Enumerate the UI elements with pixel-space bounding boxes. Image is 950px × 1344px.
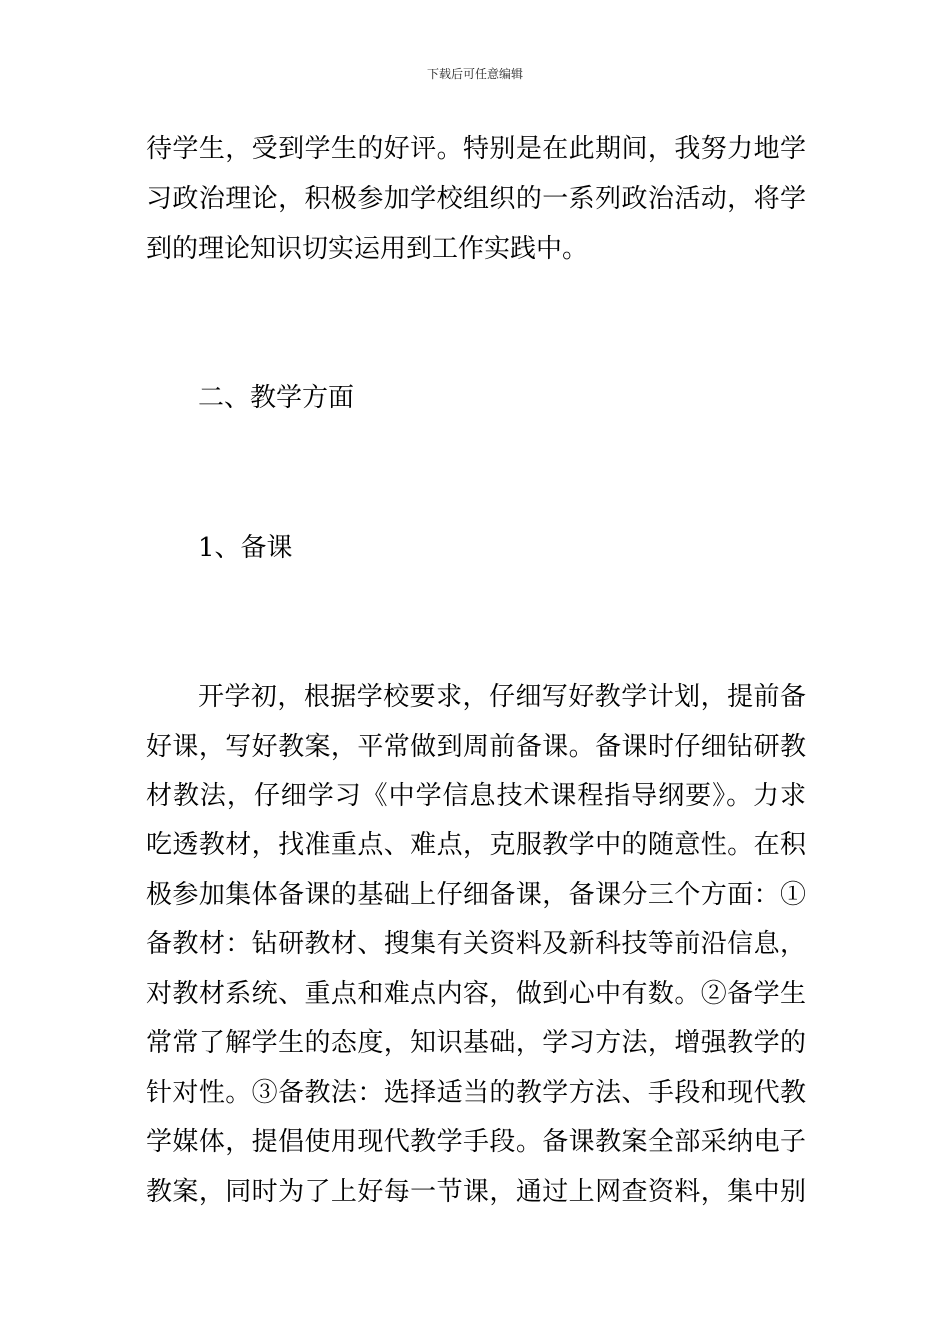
paragraph-line: 极参加集体备课的基础上仔细备课，备课分三个方面：①	[146, 880, 806, 910]
paragraph-line: 教案，同时为了上好每一节课，通过上网查资料，集中别	[146, 1177, 806, 1207]
paragraph-line: 备教材：钻研教材、搜集有关资料及新科技等前沿信息，	[146, 929, 806, 959]
paragraph-line: 开学初，根据学校要求，仔细写好教学计划，提前备	[198, 682, 806, 712]
paragraph-line: 材教法，仔细学习《中学信息技术课程指导纲要》。力求	[146, 781, 806, 811]
paragraph-line: 针对性。③备教法：选择适当的教学方法、手段和现代教	[146, 1078, 806, 1108]
section-heading: 二、教学方面	[198, 383, 355, 413]
paragraph-line: 常常了解学生的态度，知识基础，学习方法，增强教学的	[146, 1028, 806, 1058]
paragraph-line: 吃透教材，找准重点、难点，克服教学中的随意性。在积	[146, 830, 806, 860]
page-header-note: 下载后可任意编辑	[426, 67, 523, 81]
paragraph-line: 好课，写好教案，平常做到周前备课。备课时仔细钻研教	[146, 732, 806, 762]
paragraph-line: 习政治理论，积极参加学校组织的一系列政治活动，将学	[146, 184, 806, 214]
subsection-heading: 1、备课	[198, 533, 293, 563]
paragraph-line: 对教材系统、重点和难点内容，做到心中有数。②备学生	[146, 979, 806, 1009]
paragraph-line: 学媒体，提倡使用现代教学手段。备课教案全部采纳电子	[146, 1127, 806, 1157]
paragraph-line: 待学生，受到学生的好评。特别是在此期间，我努力地学	[146, 134, 806, 164]
paragraph-line: 到的理论知识切实运用到工作实践中。	[146, 234, 589, 264]
